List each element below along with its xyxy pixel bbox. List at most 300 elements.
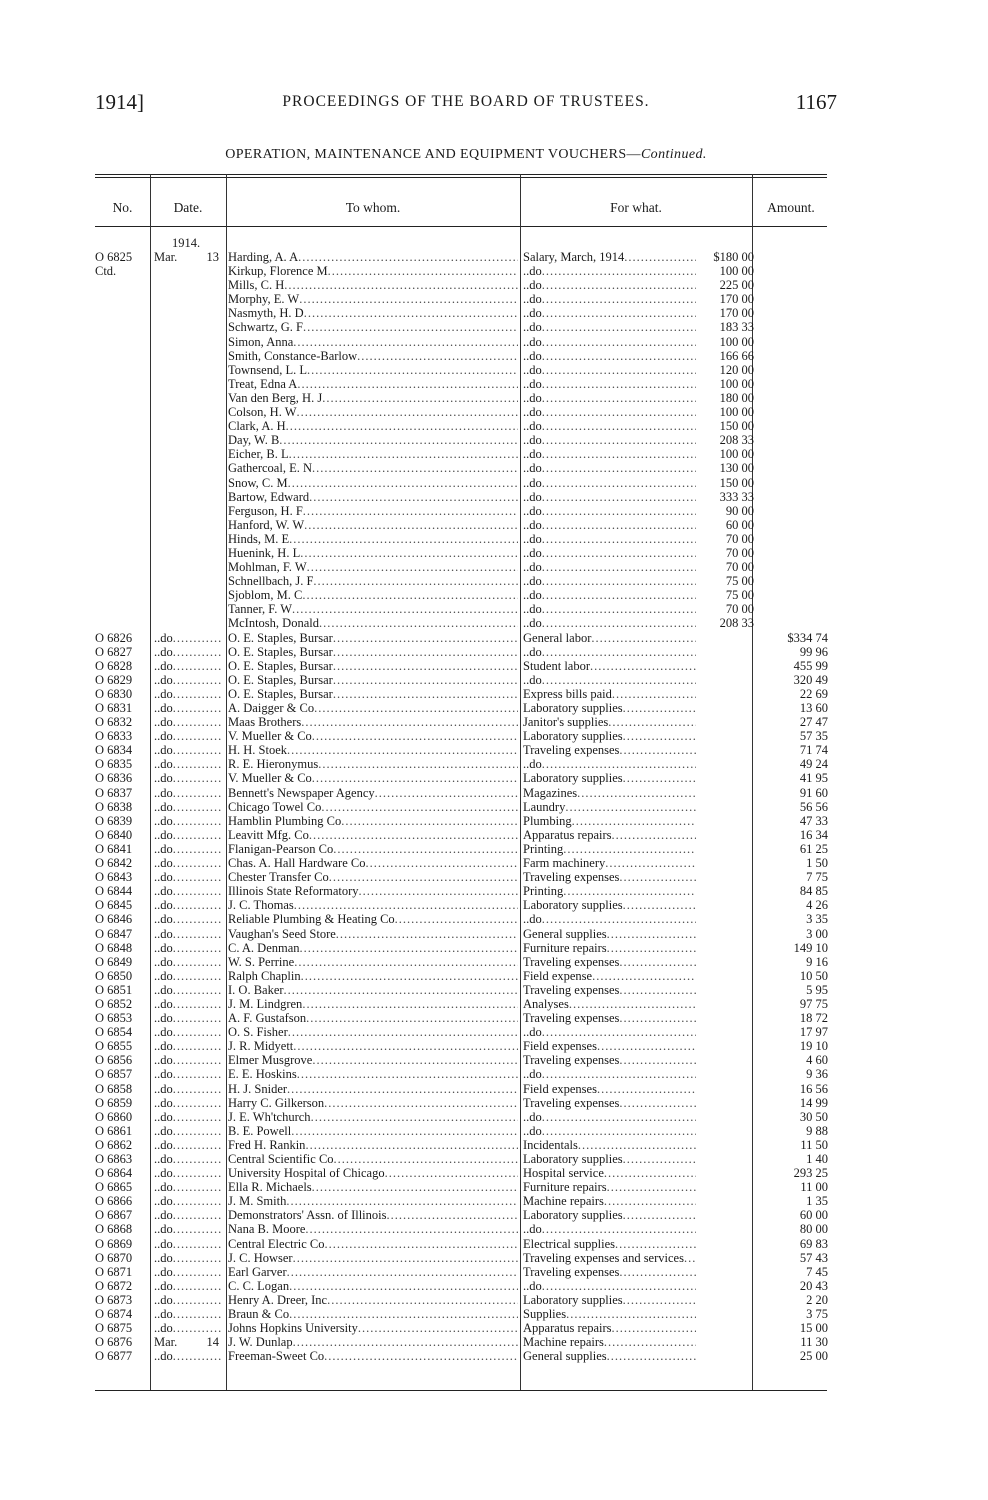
payee-name: Bartow, Edward .....	[228, 490, 518, 504]
table-row	[95, 1335, 835, 1349]
voucher-amount: 3 35	[806, 912, 828, 927]
date-month: ..do	[154, 954, 173, 969]
table-subtitle	[95, 147, 837, 163]
voucher-date	[154, 870, 221, 884]
voucher-date	[154, 1251, 221, 1265]
payee-name: Day, W. B .....	[228, 433, 518, 447]
payee-name: O. E. Staples, Bursar .....	[228, 673, 518, 687]
purpose: ..do .....	[523, 616, 696, 630]
voucher-number: O 6861	[95, 1123, 133, 1138]
purpose: General supplies .....	[523, 1349, 696, 1363]
voucher-date	[154, 701, 221, 715]
payee-name: Sjoblom, M. C .....	[228, 588, 518, 602]
voucher-amount: 4 26	[806, 898, 828, 913]
column-header-whom: To whom.	[345, 200, 401, 215]
date-month: ..do	[154, 1236, 173, 1251]
voucher-date	[154, 842, 221, 856]
voucher-date	[154, 659, 221, 673]
date-month: ..do	[154, 1180, 173, 1195]
voucher-amount: 455 99	[793, 658, 828, 673]
voucher-number: O 6846	[95, 912, 133, 927]
voucher-amount: 4 60	[806, 1053, 828, 1068]
table-row	[95, 842, 835, 856]
voucher-number: O 6841	[95, 841, 133, 856]
voucher-date	[154, 927, 221, 941]
voucher-amount: 9 88	[806, 1123, 828, 1138]
voucher-number: Ctd.	[95, 264, 117, 279]
voucher-amount: 60 00	[799, 1208, 828, 1223]
payee-name: Eicher, B. L .....	[228, 447, 518, 461]
payee-name: Morphy, E. W .....	[228, 292, 518, 306]
date-month: ..do	[154, 1292, 173, 1307]
payee-name: Simon, Anna .....	[228, 335, 518, 349]
payee-name: C. C. Logan .....	[228, 1279, 518, 1293]
voucher-amount: 149 10	[793, 940, 828, 955]
payee-name: Chicago Towel Co .....	[228, 800, 518, 814]
payee-name: A. Daigger & Co .....	[228, 701, 518, 715]
voucher-date	[154, 1110, 221, 1124]
purpose: Laundry .....	[523, 800, 696, 814]
table-row	[95, 659, 835, 673]
voucher-number: O 6874	[95, 1307, 133, 1322]
voucher-date	[154, 631, 221, 645]
payee-name: Johns Hopkins University .....	[228, 1321, 518, 1335]
date-month: ..do	[154, 1109, 173, 1124]
date-month: Mar.	[154, 250, 178, 264]
payee-name: Fred H. Rankin .....	[228, 1138, 518, 1152]
purpose: Laboratory supplies .....	[523, 898, 696, 912]
date-month: ..do	[154, 1307, 173, 1322]
voucher-number: O 6827	[95, 644, 133, 659]
purpose: ..do .....	[523, 757, 696, 771]
payee-name: A. F. Gustafson .....	[228, 1011, 518, 1025]
payee-name: Clark, A. H .....	[228, 419, 518, 433]
voucher-number: O 6835	[95, 757, 133, 772]
voucher-amount: 71 74	[799, 743, 828, 758]
purpose: Hospital service .....	[523, 1166, 696, 1180]
table-row	[95, 856, 835, 870]
date-month: ..do	[154, 1067, 173, 1082]
voucher-amount: 320 49	[793, 672, 828, 687]
voucher-amount: 2 20	[806, 1292, 828, 1307]
voucher-number: O 6837	[95, 785, 133, 800]
table-top-rule	[95, 174, 827, 175]
date-month: ..do	[154, 757, 173, 772]
table-row	[95, 377, 835, 391]
voucher-number: O 6868	[95, 1222, 133, 1237]
table-row	[95, 927, 835, 941]
payee-name: Gathercoal, E. N .....	[228, 461, 518, 475]
date-month: ..do	[154, 1039, 173, 1054]
voucher-number: O 6858	[95, 1081, 133, 1096]
payee-name: Hanford, W. W .....	[228, 518, 518, 532]
header-bottom-rule	[95, 226, 827, 227]
voucher-date	[154, 898, 221, 912]
date-month: ..do	[154, 940, 173, 955]
date-month: ..do	[154, 644, 173, 659]
date-month: ..do	[154, 1123, 173, 1138]
purpose: Field expenses .....	[523, 1039, 696, 1053]
voucher-amount: 57 43	[799, 1250, 828, 1265]
table-row	[95, 1279, 835, 1293]
voucher-date	[154, 1011, 221, 1025]
voucher-number: O 6828	[95, 658, 133, 673]
voucher-table	[95, 250, 835, 1363]
table-row	[95, 433, 835, 447]
table-row	[95, 898, 835, 912]
column-header-what: For what.	[610, 200, 662, 215]
table-row	[95, 1208, 835, 1222]
voucher-amount: 25 00	[799, 1349, 828, 1364]
voucher-amount: 10 50	[799, 968, 828, 983]
table-row	[95, 870, 835, 884]
salary-amount: 75 00	[725, 574, 754, 589]
voucher-number: O 6834	[95, 743, 133, 758]
voucher-amount: 9 36	[806, 1067, 828, 1082]
payee-name: O. E. Staples, Bursar .....	[228, 631, 518, 645]
table-row	[95, 969, 835, 983]
table-row	[95, 1265, 835, 1279]
payee-name: Earl Garver .....	[228, 1265, 518, 1279]
voucher-date	[154, 1293, 221, 1307]
voucher-amount: 13 60	[799, 701, 828, 715]
date-month: ..do	[154, 729, 173, 744]
payee-name: O. E. Staples, Bursar .....	[228, 687, 518, 701]
table-row	[95, 292, 835, 306]
payee-name: V. Mueller & Co .....	[228, 729, 518, 743]
purpose: ..do .....	[523, 532, 696, 546]
voucher-number: O 6849	[95, 954, 133, 969]
date-month: ..do	[154, 715, 173, 730]
date-month: ..do	[154, 630, 173, 645]
date-month: ..do	[154, 658, 173, 673]
voucher-number: O 6869	[95, 1236, 133, 1251]
voucher-date	[154, 771, 221, 785]
voucher-number: O 6857	[95, 1067, 133, 1082]
date-month: ..do	[154, 1250, 173, 1265]
voucher-date	[154, 1307, 221, 1321]
purpose: ..do .....	[523, 518, 696, 532]
payee-name: Bennett's Newspaper Agency .....	[228, 786, 518, 800]
voucher-number: O 6860	[95, 1109, 133, 1124]
date-month: ..do	[154, 1011, 173, 1026]
payee-name: Ferguson, H. F .....	[228, 504, 518, 518]
voucher-amount: 91 60	[799, 785, 828, 800]
date-month: ..do	[154, 1166, 173, 1181]
payee-name: Maas Brothers .....	[228, 715, 518, 729]
voucher-number: O 6836	[95, 771, 133, 786]
payee-name: Leavitt Mfg. Co .....	[228, 828, 518, 842]
salary-amount: 70 00	[725, 531, 754, 546]
voucher-amount: 14 99	[799, 1095, 828, 1110]
payee-name: O. E. Staples, Bursar .....	[228, 659, 518, 673]
voucher-number: O 6877	[95, 1349, 133, 1364]
purpose: ..do .....	[523, 1025, 696, 1039]
voucher-amount: 22 69	[799, 686, 828, 701]
purpose: Laboratory supplies .....	[523, 701, 696, 715]
salary-amount: 180 00	[719, 390, 754, 405]
table-row	[95, 588, 835, 602]
date-month: ..do	[154, 771, 173, 786]
voucher-date	[154, 1349, 221, 1363]
payee-name: Central Electric Co .....	[228, 1237, 518, 1251]
salary-amount: 183 33	[719, 320, 754, 335]
purpose: Furniture repairs .....	[523, 1180, 696, 1194]
table-row	[95, 546, 835, 560]
voucher-amount: 18 72	[799, 1011, 828, 1026]
purpose: ..do .....	[523, 320, 696, 334]
payee-name: Chester Transfer Co .....	[228, 870, 518, 884]
table-top-rule-2	[95, 177, 827, 178]
payee-name: Nana B. Moore .....	[228, 1222, 518, 1236]
table-row	[95, 1307, 835, 1321]
table-row	[95, 504, 835, 518]
payee-name: Schnellbach, J. F .....	[228, 574, 518, 588]
payee-name: Ralph Chaplin .....	[228, 969, 518, 983]
date-month: ..do	[154, 1321, 173, 1336]
voucher-date	[154, 1208, 221, 1222]
voucher-amount: 11 50	[800, 1137, 828, 1152]
purpose: ..do .....	[523, 673, 696, 687]
voucher-amount: 27 47	[799, 715, 828, 730]
purpose: Traveling expenses .....	[523, 1053, 696, 1067]
table-row	[95, 278, 835, 292]
voucher-date	[154, 1180, 221, 1194]
voucher-number: O 6851	[95, 982, 133, 997]
date-month: ..do	[154, 996, 173, 1011]
date-day: 13	[206, 250, 219, 264]
subtitle-continued: Continued.	[640, 147, 707, 162]
voucher-amount: 15 00	[799, 1321, 828, 1336]
purpose: ..do .....	[523, 1110, 696, 1124]
date-month: ..do	[154, 982, 173, 997]
date-month: ..do	[154, 743, 173, 758]
table-row	[95, 1039, 835, 1053]
voucher-amount: 30 50	[799, 1109, 828, 1124]
date-month: ..do	[154, 1208, 173, 1223]
date-month: ..do	[154, 968, 173, 983]
payee-name: Central Scientific Co .....	[228, 1152, 518, 1166]
date-month: ..do	[154, 912, 173, 927]
table-row	[95, 616, 835, 630]
payee-name: H. H. Stoek .....	[228, 743, 518, 757]
voucher-number: O 6847	[95, 926, 133, 941]
table-row	[95, 490, 835, 504]
purpose: ..do .....	[523, 292, 696, 306]
purpose: Traveling expenses .....	[523, 1096, 696, 1110]
voucher-number: O 6855	[95, 1039, 133, 1054]
voucher-number: O 6865	[95, 1180, 133, 1195]
voucher-date	[154, 1335, 221, 1349]
table-row	[95, 1011, 835, 1025]
date-month: ..do	[154, 870, 173, 885]
voucher-amount: 41 95	[799, 771, 828, 786]
voucher-date	[154, 983, 221, 997]
payee-name: Schwartz, G. F .....	[228, 320, 518, 334]
voucher-date	[154, 645, 221, 659]
payee-name: Braun & Co .....	[228, 1307, 518, 1321]
payee-name: Treat, Edna A .....	[228, 377, 518, 391]
table-row	[95, 1321, 835, 1335]
purpose: Laboratory supplies .....	[523, 771, 696, 785]
voucher-number: O 6839	[95, 813, 133, 828]
table-row	[95, 461, 835, 475]
voucher-number: O 6844	[95, 884, 133, 899]
table-row	[95, 1237, 835, 1251]
table-row	[95, 532, 835, 546]
date-month: Mar.	[154, 1335, 178, 1350]
salary-amount: 170 00	[719, 306, 754, 321]
salary-amount: 90 00	[725, 503, 754, 518]
purpose: Printing .....	[523, 842, 696, 856]
table-row	[95, 631, 835, 645]
voucher-number: O 6867	[95, 1208, 133, 1223]
purpose: ..do .....	[523, 602, 696, 616]
voucher-number: O 6854	[95, 1025, 133, 1040]
table-row	[95, 884, 835, 898]
table-row	[95, 687, 835, 701]
voucher-number: O 6853	[95, 1011, 133, 1026]
purpose: ..do .....	[523, 1124, 696, 1138]
voucher-date	[154, 715, 221, 729]
purpose: ..do .....	[523, 419, 696, 433]
column-header-date: Date.	[173, 200, 203, 215]
purpose: ..do .....	[523, 264, 696, 278]
voucher-amount: 99 96	[799, 644, 828, 659]
voucher-date	[154, 1222, 221, 1236]
voucher-date	[154, 1096, 221, 1110]
voucher-date	[154, 1279, 221, 1293]
salary-amount: 70 00	[725, 545, 754, 560]
page-header	[95, 90, 837, 116]
voucher-number: O 6845	[95, 898, 133, 913]
voucher-number: O 6825	[95, 250, 133, 264]
table-row	[95, 1166, 835, 1180]
payee-name: O. S. Fisher .....	[228, 1025, 518, 1039]
purpose: ..do .....	[523, 363, 696, 377]
table-row	[95, 363, 835, 377]
voucher-number: O 6873	[95, 1292, 133, 1307]
voucher-date	[154, 1166, 221, 1180]
table-row	[95, 419, 835, 433]
table-row	[95, 250, 835, 264]
table-row	[95, 1082, 835, 1096]
date-month: ..do	[154, 1222, 173, 1237]
salary-amount: 130 00	[719, 461, 754, 476]
purpose: ..do .....	[523, 504, 696, 518]
salary-amount: 100 00	[719, 376, 754, 391]
table-row	[95, 264, 835, 278]
voucher-number: O 6826	[95, 630, 133, 645]
date-month: ..do	[154, 1264, 173, 1279]
table-row	[95, 1124, 835, 1138]
payee-name: McIntosh, Donald .....	[228, 616, 518, 630]
date-month: ..do	[154, 827, 173, 842]
voucher-date	[154, 743, 221, 757]
payee-name: Freeman-Sweet Co .....	[228, 1349, 518, 1363]
table-row	[95, 391, 835, 405]
payee-name: Colson, H. W .....	[228, 405, 518, 419]
table-row	[95, 335, 835, 349]
table-row	[95, 997, 835, 1011]
payee-name: Vaughan's Seed Store .....	[228, 927, 518, 941]
purpose: ..do .....	[523, 335, 696, 349]
voucher-number: O 6875	[95, 1321, 133, 1336]
voucher-amount: 16 34	[799, 827, 828, 842]
table-row	[95, 786, 835, 800]
purpose: ..do .....	[523, 645, 696, 659]
page-number: 1167	[795, 90, 837, 114]
payee-name: Snow, C. M .....	[228, 476, 518, 490]
table-row	[95, 405, 835, 419]
purpose: ..do .....	[523, 1222, 696, 1236]
salary-amount: 100 00	[719, 264, 754, 279]
purpose: ..do .....	[523, 490, 696, 504]
voucher-amount: 1 40	[806, 1152, 828, 1166]
purpose: Laboratory supplies .....	[523, 729, 696, 743]
voucher-date	[154, 250, 221, 264]
date-month: ..do	[154, 813, 173, 828]
voucher-amount: 293 25	[793, 1166, 828, 1181]
salary-amount: 100 00	[719, 405, 754, 420]
voucher-amount: 56 56	[799, 799, 828, 814]
date-month: ..do	[154, 1025, 173, 1040]
voucher-number: O 6852	[95, 996, 133, 1011]
payee-name: C. A. Denman .....	[228, 941, 518, 955]
voucher-amount: 11 00	[800, 1180, 828, 1195]
payee-name: Demonstrators' Assn. of Illinois .....	[228, 1208, 518, 1222]
voucher-date	[154, 912, 221, 926]
voucher-number: O 6871	[95, 1264, 133, 1279]
date-month: ..do	[154, 1137, 173, 1152]
table-row	[95, 320, 835, 334]
table-row	[95, 1025, 835, 1039]
voucher-amount: 84 85	[799, 884, 828, 899]
payee-name: J. C. Howser .....	[228, 1251, 518, 1265]
voucher-number: O 6856	[95, 1053, 133, 1068]
voucher-date	[154, 1152, 221, 1166]
purpose: ..do .....	[523, 447, 696, 461]
purpose: Janitor's supplies .....	[523, 715, 696, 729]
purpose: ..do .....	[523, 546, 696, 560]
voucher-number: O 6829	[95, 672, 133, 687]
table-row	[95, 1222, 835, 1236]
salary-amount: 70 00	[725, 560, 754, 575]
table-row	[95, 1067, 835, 1081]
voucher-amount: 5 95	[806, 982, 828, 997]
purpose: Traveling expenses .....	[523, 955, 696, 969]
purpose: ..do .....	[523, 405, 696, 419]
table-row	[95, 743, 835, 757]
date-month: ..do	[154, 1194, 173, 1209]
date-month: ..do	[154, 1081, 173, 1096]
payee-name: J. C. Thomas .....	[228, 898, 518, 912]
voucher-number: O 6842	[95, 856, 133, 871]
payee-name: O. E. Staples, Bursar .....	[228, 645, 518, 659]
purpose: Machine repairs .....	[523, 1335, 696, 1349]
payee-name: R. E. Hieronymus .....	[228, 757, 518, 771]
payee-name: Hinds, M. E .....	[228, 532, 518, 546]
purpose: ..do .....	[523, 433, 696, 447]
salary-amount: 70 00	[725, 602, 754, 617]
date-month: ..do	[154, 686, 173, 701]
salary-amount: 166 66	[719, 348, 754, 363]
voucher-amount: 7 75	[806, 870, 828, 885]
salary-amount: 100 00	[719, 334, 754, 349]
voucher-amount: 80 00	[799, 1222, 828, 1237]
purpose: Printing .....	[523, 884, 696, 898]
purpose: Field expenses .....	[523, 1082, 696, 1096]
